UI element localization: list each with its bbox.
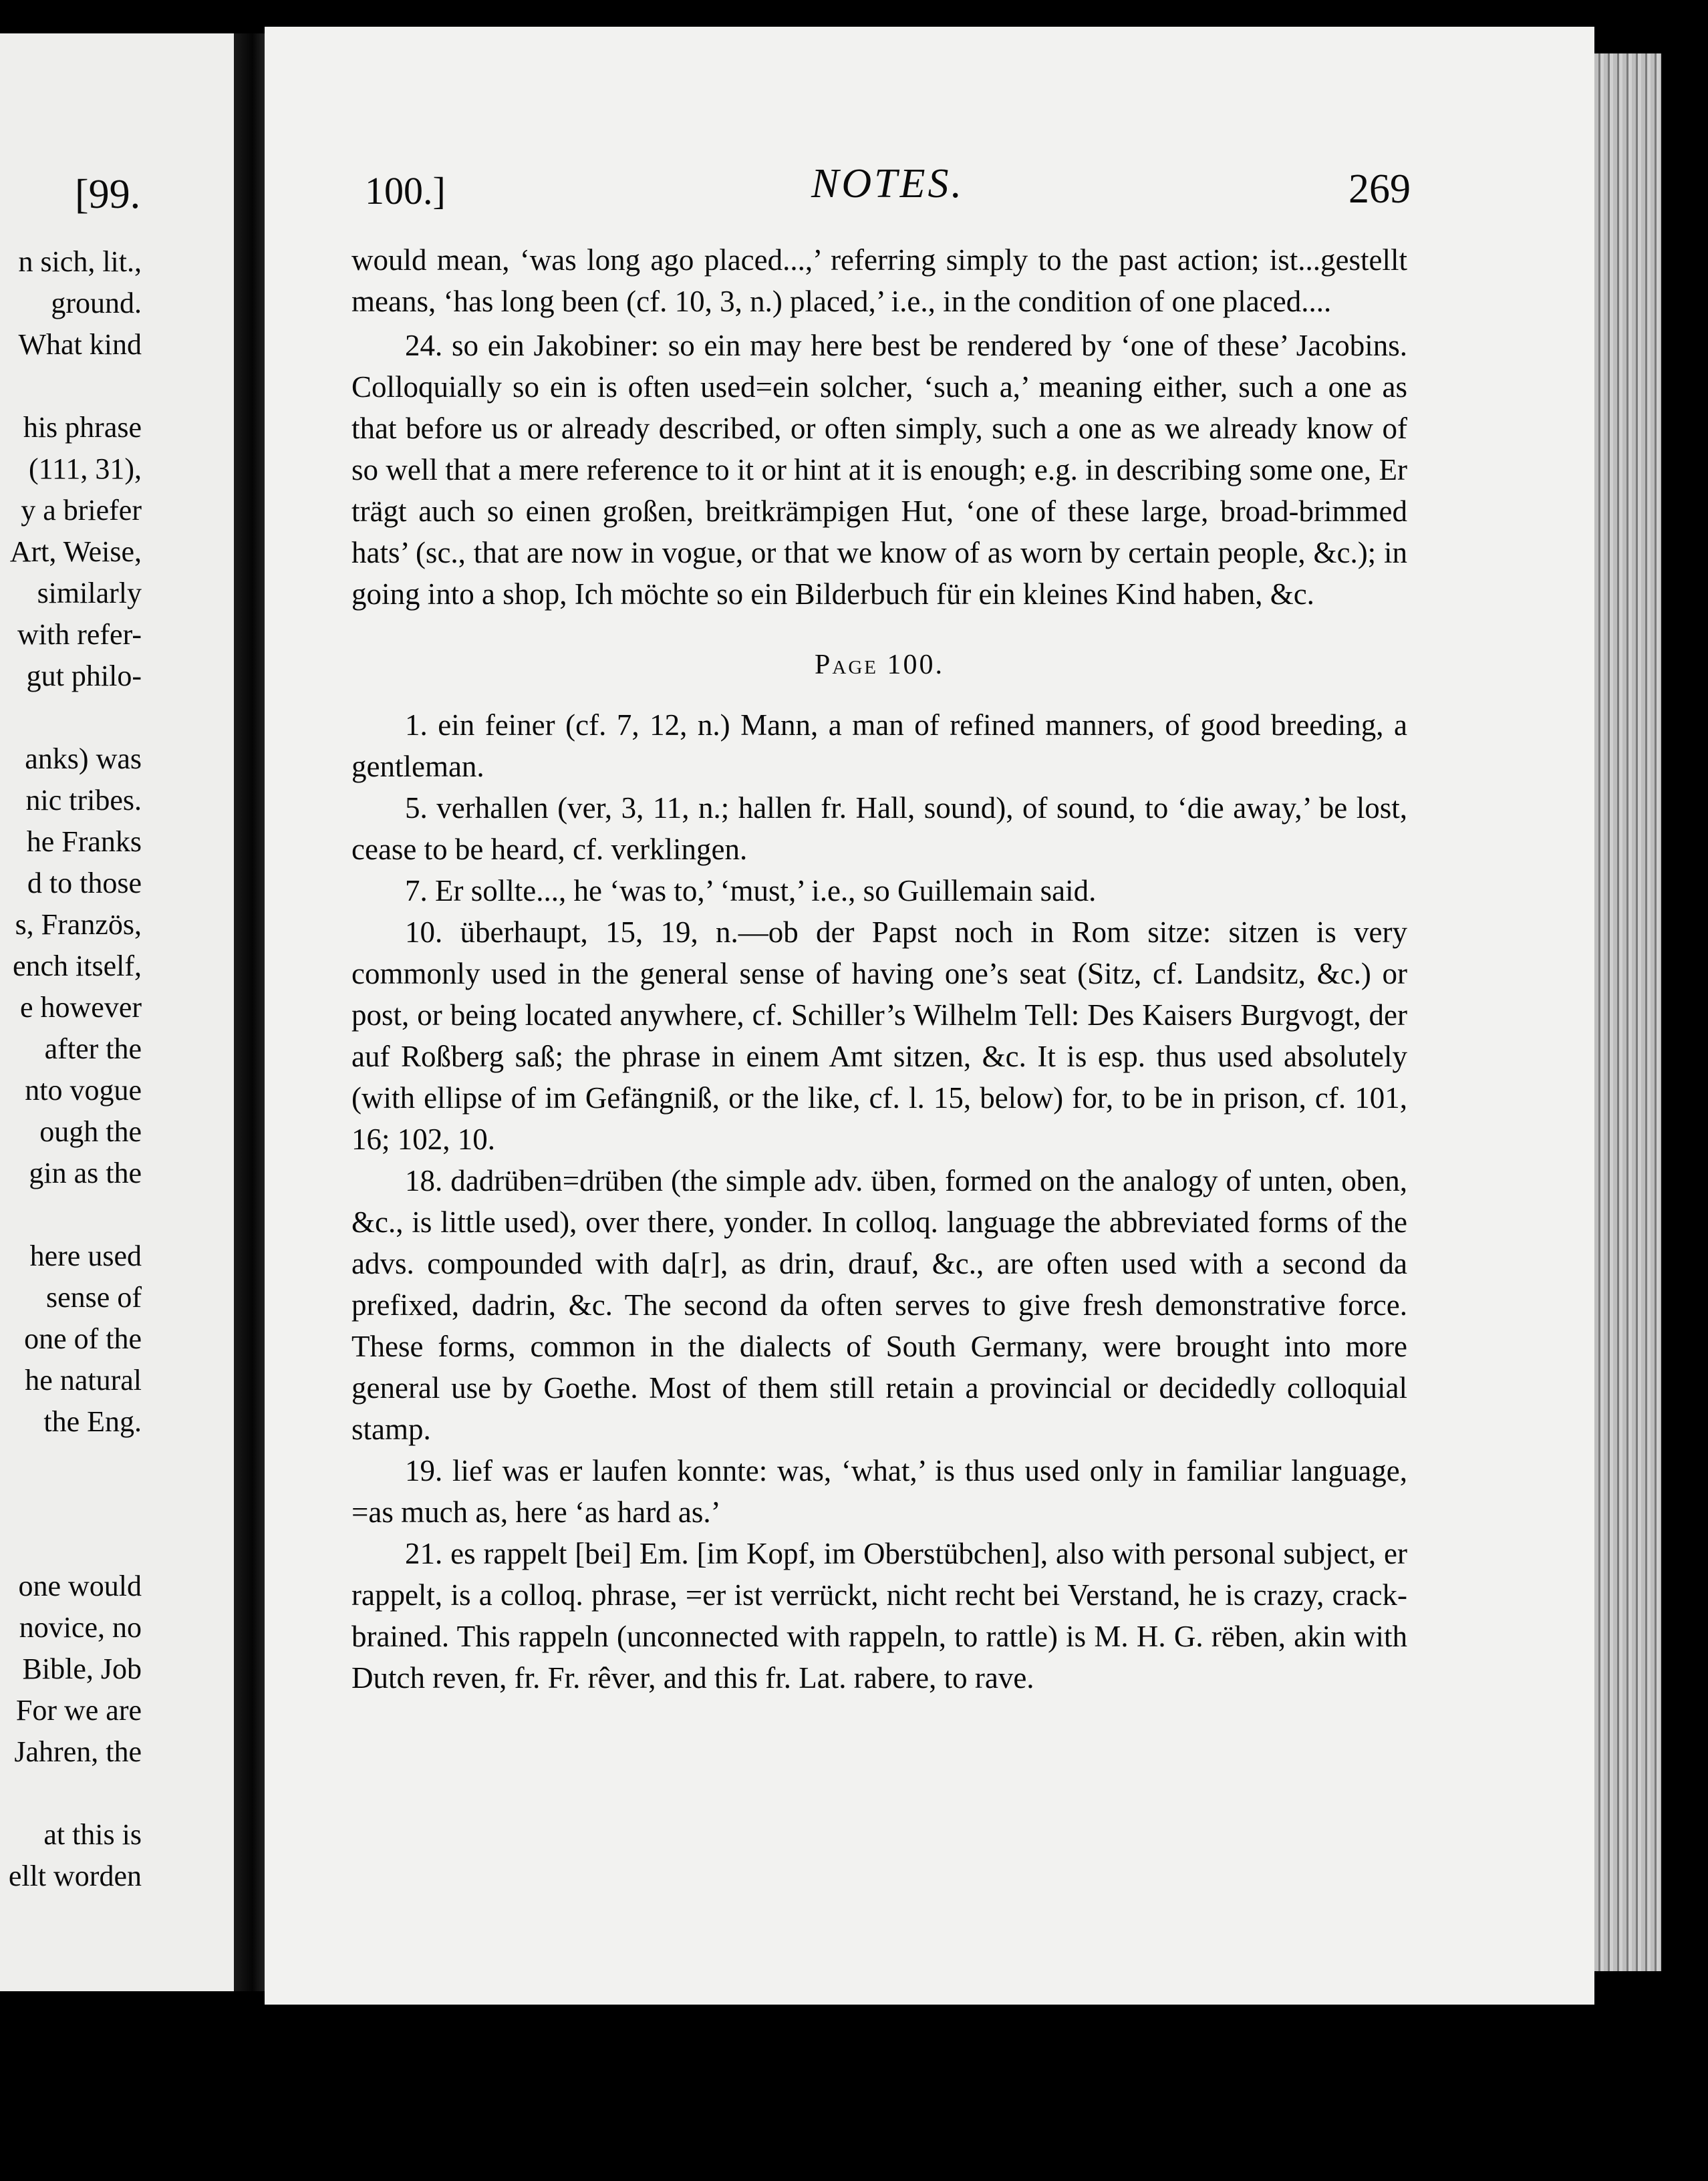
left-page-line: the Eng.	[43, 1405, 142, 1438]
left-page-line: he Franks	[26, 825, 142, 858]
left-page-line: one of the	[24, 1322, 142, 1355]
left-page-line: after the	[44, 1032, 142, 1065]
continuation-paragraph: would mean, ‘was long ago placed...,’ referring simply to the past action; ist...gestellt means, ‘has long been (cf. 10, 3, n.) placed,’ i.e., in the condition of one placed....	[351, 243, 1407, 318]
section-heading: Page 100.	[815, 649, 944, 680]
left-page-line: he natural	[25, 1364, 142, 1397]
left-page-line: ough the	[39, 1115, 142, 1148]
note-entry: 7. Er sollte..., he ‘was to,’ ‘must,’ i.e., so Guillemain said.	[405, 874, 1097, 907]
left-page-line: sense of	[46, 1281, 142, 1314]
left-page-line: novice, no	[19, 1611, 142, 1644]
left-page-line: y a briefer	[21, 494, 142, 527]
left-page	[0, 33, 234, 1991]
left-page-line: s, Französ,	[15, 908, 142, 941]
left-page-line: ground.	[51, 287, 142, 319]
left-page-line: d to those	[27, 867, 142, 899]
left-page-line: with refer-	[17, 618, 142, 651]
left-page-line: at this is	[43, 1818, 142, 1851]
left-page-line: (111, 31),	[28, 452, 142, 485]
header-section-ref: 100.]	[365, 169, 446, 212]
left-page-line: one would	[18, 1570, 142, 1602]
page-edges	[1594, 53, 1661, 1971]
left-page-line: similarly	[37, 577, 142, 609]
left-page-line: ench itself,	[12, 950, 142, 982]
note-entry: 18. dadrüben=drüben (the simple adv. üben, formed on the analogy of unten, oben, &c., is little used), over there, yonder. In colloq. language the abbreviated forms of the advs. compounded with da[r], as drin, drauf, &c., are often used with a second da prefixed, dadrin, &c. The second da often serves to give fresh demonstrative force. These forms, common in the dialects of South Germany, were brought into more general use by Goethe. Most of them still retain a provincial or decidedly colloquial stamp.	[351, 1164, 1407, 1446]
left-page-line: What kind	[18, 328, 142, 361]
left-page-line: For we are	[15, 1694, 142, 1727]
left-page-line: gut philo-	[26, 660, 142, 692]
page-header	[365, 160, 1411, 214]
left-page-line: gin as the	[29, 1157, 142, 1189]
note-entry: 5. verhallen (ver, 3, 11, n.; hallen fr. Hall, sound), of sound, to ‘die away,’ be lost, cease to be heard, cf. verklingen.	[351, 791, 1407, 866]
note-entry: 1. ein feiner (cf. 7, 12, n.) Mann, a man of refined manners, of good breeding, a gentleman.	[351, 708, 1407, 783]
left-page-line: n sich, lit.,	[18, 245, 142, 278]
left-page-line: nic tribes.	[25, 784, 142, 817]
left-page-line: Jahren, the	[14, 1735, 142, 1768]
note-entry: 21. es rappelt [bei] Em. [im Kopf, im Oberstübchen], also with personal subject, er rappelt, is a colloq. phrase, =er ist verrückt, nicht recht bei Verstand, he is crazy, crack-brained. This rappeln (unconnected with rappeln, to rattle) is M. H. G. rëben, akin with Dutch reven, fr. Fr. rêver, and this fr. Lat. rabere, to rave.	[351, 1537, 1407, 1695]
right-page	[265, 27, 1594, 2005]
note-entry: 19. lief was er laufen konnte: was, ‘what,’ is thus used only in familiar language, =as much as, here ‘as hard as.’	[351, 1454, 1407, 1529]
page-number: 269	[1348, 166, 1411, 212]
note-paragraph: 24. so ein Jakobiner: so ein may here best be rendered by ‘one of these’ Jacobins. Colloquially so ein is often used=ein solcher, ‘such a,’ meaning either, such a one as that before us or already described, or often simply, such a one as we already know of so well that a mere reference to it or hint at it is enough; e.g. in describing some one, Er trägt auch so einen großen, breitkrämpigen Hut, ‘one of these large, broad-brimmed hats’ (sc., that are now in vogue, or that we know of as worn by certain people, &c.); in going into a shop, Ich möchte so ein Bilderbuch für ein kleines Kind haben, &c.	[351, 329, 1407, 611]
book-gutter	[234, 33, 265, 1991]
left-page-line: e however	[19, 991, 142, 1024]
left-page-line: Art, Weise,	[9, 535, 142, 568]
left-page-line: anks) was	[25, 742, 142, 775]
notes-body	[351, 239, 1407, 1699]
left-page-line: Bible, Job	[22, 1652, 142, 1685]
left-page-header: [99.	[75, 172, 141, 217]
left-page-line: here used	[29, 1240, 142, 1272]
header-title: NOTES.	[811, 161, 964, 206]
note-entry: 10. überhaupt, 15, 19, n.—ob der Papst noch in Rom sitze: sitzen is very commonly used in the general sense of having one’s seat (Sitz, cf. Landsitz, &c.) or post, or being located anywhere, cf. Schiller’s Wilhelm Tell: Des Kaisers Burgvogt, der auf Roßberg saß; the phrase in einem Amt sitzen, &c. It is esp. thus used absolutely (with ellipse of im Gefängniß, or the like, cf. l. 15, below) for, to be in prison, cf. 101, 16; 102, 10.	[351, 915, 1407, 1156]
left-page-line: nto vogue	[25, 1074, 142, 1107]
left-page-line: his phrase	[23, 411, 142, 444]
left-page-line: ellt worden	[8, 1860, 142, 1892]
